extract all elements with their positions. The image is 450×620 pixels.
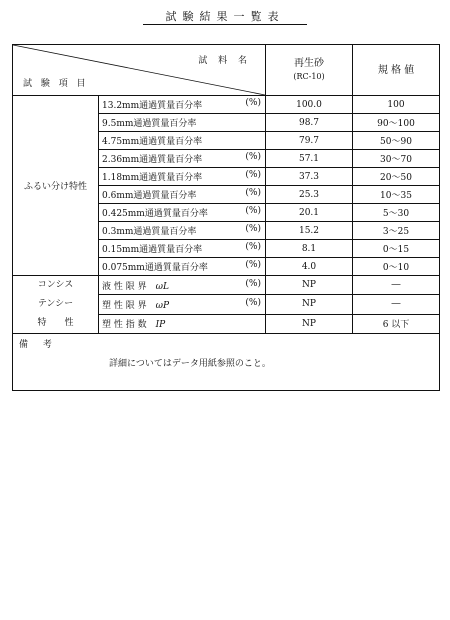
value-cell: 57.1 — [266, 150, 353, 168]
value-cell: 98.7 — [266, 114, 353, 132]
spec-cell: 6 以下 — [353, 314, 440, 333]
item-label: 2.36mm通過質量百分率 — [102, 155, 203, 165]
spec-cell: 100 — [353, 96, 440, 114]
remarks-text: 詳細についてはデータ用紙参照のこと。 — [109, 359, 271, 369]
item-label: 0.6mm通過質量百分率 — [102, 191, 197, 201]
spec-cell: 20～50 — [353, 168, 440, 186]
item-label: 塑 性 限 界 — [102, 300, 147, 311]
header-row — [13, 45, 440, 96]
spec-cell: 10～35 — [353, 186, 440, 204]
spec-cell: 50～90 — [353, 132, 440, 150]
value-cell: NP — [266, 314, 353, 333]
item-label: 4.75mm通過質量百分率 — [102, 137, 203, 147]
unit-label: (%) — [245, 297, 261, 308]
spec-cell: ― — [353, 295, 440, 314]
item-label: 13.2mm通過質量百分率 — [102, 101, 203, 111]
item-label: 0.3mm通過質量百分率 — [102, 227, 197, 237]
table-row — [13, 96, 440, 114]
spec-cell: 3～25 — [353, 222, 440, 240]
symbol-label: ωP — [155, 300, 170, 311]
value-cell: NP — [266, 295, 353, 314]
unit-label: (%) — [245, 224, 261, 234]
value-cell: 8.1 — [266, 240, 353, 258]
value-cell: 15.2 — [266, 222, 353, 240]
remarks-row — [13, 334, 440, 391]
value-cell: 100.0 — [266, 96, 353, 114]
remarks-cell — [13, 334, 440, 391]
symbol-label: ωL — [155, 281, 169, 292]
item-label: 塑 性 指 数 — [102, 320, 147, 331]
unit-label: (%) — [245, 98, 261, 108]
unit-label: (%) — [245, 152, 261, 162]
spec-cell: 90～100 — [353, 114, 440, 132]
unit-label: (%) — [245, 206, 261, 216]
spec-cell: 0～15 — [353, 240, 440, 258]
title-underline — [143, 24, 307, 25]
unit-label: (%) — [245, 242, 261, 252]
table-row — [13, 276, 440, 295]
unit-label: (%) — [245, 170, 261, 180]
spec-column-header: 規 格 値 — [353, 45, 440, 96]
value-cell: NP — [266, 276, 353, 295]
item-label: 1.18mm通過質量百分率 — [102, 173, 203, 183]
spec-cell: 0～10 — [353, 258, 440, 276]
unit-label: (%) — [245, 188, 261, 198]
sample-column-header: 再生砂 (RC-10) — [266, 45, 353, 96]
page-title: 試験結果一覧表 — [165, 10, 285, 23]
remarks-label: 備 考 — [19, 340, 58, 350]
item-label: 0.075mm通過質量百分率 — [102, 263, 208, 273]
spec-cell: ― — [353, 276, 440, 295]
value-cell: 20.1 — [266, 204, 353, 222]
spec-cell: 30～70 — [353, 150, 440, 168]
value-cell: 25.3 — [266, 186, 353, 204]
unit-label: (%) — [245, 278, 261, 289]
item-label: 0.15mm通過質量百分率 — [102, 245, 203, 255]
item-label: 0.425mm通過質量百分率 — [102, 209, 208, 219]
test-item-label: 試 験 項 目 — [23, 79, 89, 89]
value-cell: 79.7 — [266, 132, 353, 150]
results-table — [12, 44, 440, 391]
value-cell: 37.3 — [266, 168, 353, 186]
spec-cell: 5～30 — [353, 204, 440, 222]
item-label: 9.5mm通過質量百分率 — [102, 119, 197, 129]
item-label: 液 性 限 界 — [102, 281, 147, 292]
unit-label: (%) — [245, 260, 261, 270]
consistency-group-label: コンシス テンシー 特 性 — [13, 276, 99, 334]
header-diagonal-cell — [13, 45, 266, 96]
symbol-label: IP — [155, 320, 166, 331]
sample-name-label: 試 料 名 — [198, 56, 251, 66]
value-cell: 4.0 — [266, 258, 353, 276]
sieve-group-label: ふるい分け特性 — [13, 96, 99, 276]
